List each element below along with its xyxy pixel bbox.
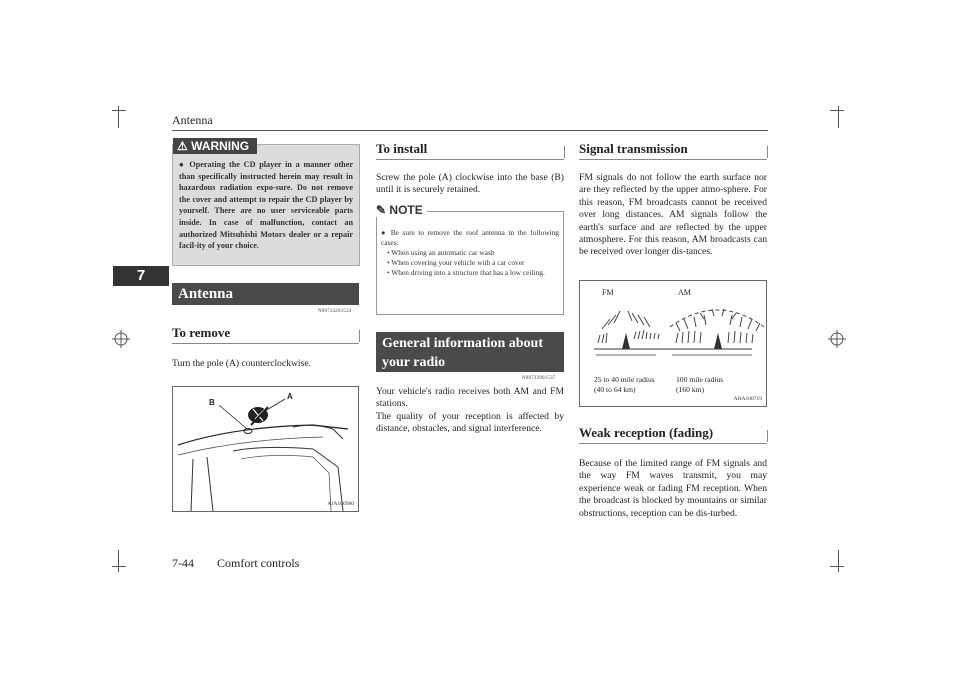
note-item: • When using an automatic car wash: [387, 248, 495, 257]
chapter-tab: 7: [113, 266, 169, 286]
am-radius-line-1: 100 mile radius: [676, 375, 724, 384]
page-header-title: Antenna: [172, 113, 213, 127]
warning-text: ● Operating the CD player in a manner other than specifically instructed herein may result in hazardous radiation expo-sure. Do not remove the cover and attempt to repair the CD player by yourself. There are no user serviceable parts inside. In case of malfunction, contact an authorized Mitsubishi Motors dealer or a repair facil-ity of your choice.: [179, 160, 353, 251]
antenna-figure: [172, 386, 359, 512]
to-install-text: Screw the pole (A) clockwise into the base (B) until it is securely retained.: [376, 172, 564, 196]
to-install-heading: To install: [376, 138, 564, 160]
antenna-section-heading: Antenna: [172, 283, 359, 305]
label-b: B: [209, 398, 215, 407]
crop-mark-top-right: [826, 110, 844, 128]
weak-reception-heading: Weak reception (fading): [579, 422, 767, 444]
note-intro: ● Be sure to remove the roof antenna in the following cases:: [381, 228, 559, 247]
note-label-text: NOTE: [389, 203, 423, 217]
fm-radius-line-2: (40 to 64 km): [594, 385, 636, 394]
crop-mark-bottom-right: [826, 556, 844, 574]
note-item: • When driving into a structure that has a low ceiling.: [387, 268, 545, 277]
antenna-doc-code: N00734201524: [318, 309, 352, 314]
to-remove-heading: To remove: [172, 322, 359, 344]
page-footer: [172, 556, 319, 571]
am-label: AM: [678, 288, 691, 297]
signal-figure-id: AHA100719: [733, 396, 762, 402]
warning-label: [173, 138, 257, 154]
to-remove-text: Turn the pole (A) counterclockwise.: [172, 358, 311, 369]
footer-section: Comfort controls: [217, 556, 300, 570]
weak-reception-text: Because of the limited range of FM signals and the way FM waves transmit, you may experience weak or fading FM reception. When the broadcast is blocked by mountains or similar obstructions, reception can be dis-turbed.: [579, 458, 767, 519]
general-info-para-2: The quality of your reception is affected by distance, obstacles, and signal interference.: [376, 410, 564, 435]
antenna-figure-id: AJA106980: [327, 501, 354, 507]
note-label: [376, 203, 427, 217]
signal-figure: [579, 280, 767, 407]
signal-transmission-heading: Signal transmission: [579, 138, 767, 160]
general-info-para-1: Your vehicle's radio receives both AM and FM stations.: [376, 386, 564, 410]
general-info-text: [376, 386, 564, 436]
roof-antenna-illustration: [173, 387, 358, 511]
header-rule: [172, 130, 768, 131]
am-radius-text: [676, 375, 723, 395]
warning-triangle-icon: ⚠: [177, 139, 188, 153]
fm-radius-line-1: 25 to 40 mile radius: [594, 375, 655, 384]
general-info-heading: General information about your radio: [376, 332, 564, 372]
signal-transmission-text: FM signals do not follow the earth surface nor are they reflected by the upper atmo-sphere. For this reason, FM broadcasts cannot be received over long distances. AM signals follow the earth's surface and are reflected by the upper atmosphere. For this reason, AM broadcasts can be received over longer dis-tances.: [579, 172, 767, 258]
label-a: A: [287, 392, 293, 401]
crop-mark-top-left: [112, 110, 130, 128]
fm-radius-text: [594, 375, 655, 395]
note-item: • When covering your vehicle with a car cover: [387, 258, 525, 267]
registration-mark-right: [828, 330, 846, 348]
crop-mark-bottom-left: [112, 556, 130, 574]
signal-waves-illustration: [580, 299, 766, 369]
warning-box: [172, 139, 360, 266]
registration-mark-left: [112, 330, 130, 348]
note-text: [381, 228, 559, 278]
fm-label: FM: [602, 288, 614, 297]
am-radius-line-2: (160 km): [676, 385, 705, 394]
pencil-icon: ✎: [376, 203, 387, 217]
warning-label-text: WARNING: [191, 139, 250, 153]
page-number: 7-44: [172, 556, 194, 570]
general-info-doc-code: N00733901537: [522, 376, 556, 381]
